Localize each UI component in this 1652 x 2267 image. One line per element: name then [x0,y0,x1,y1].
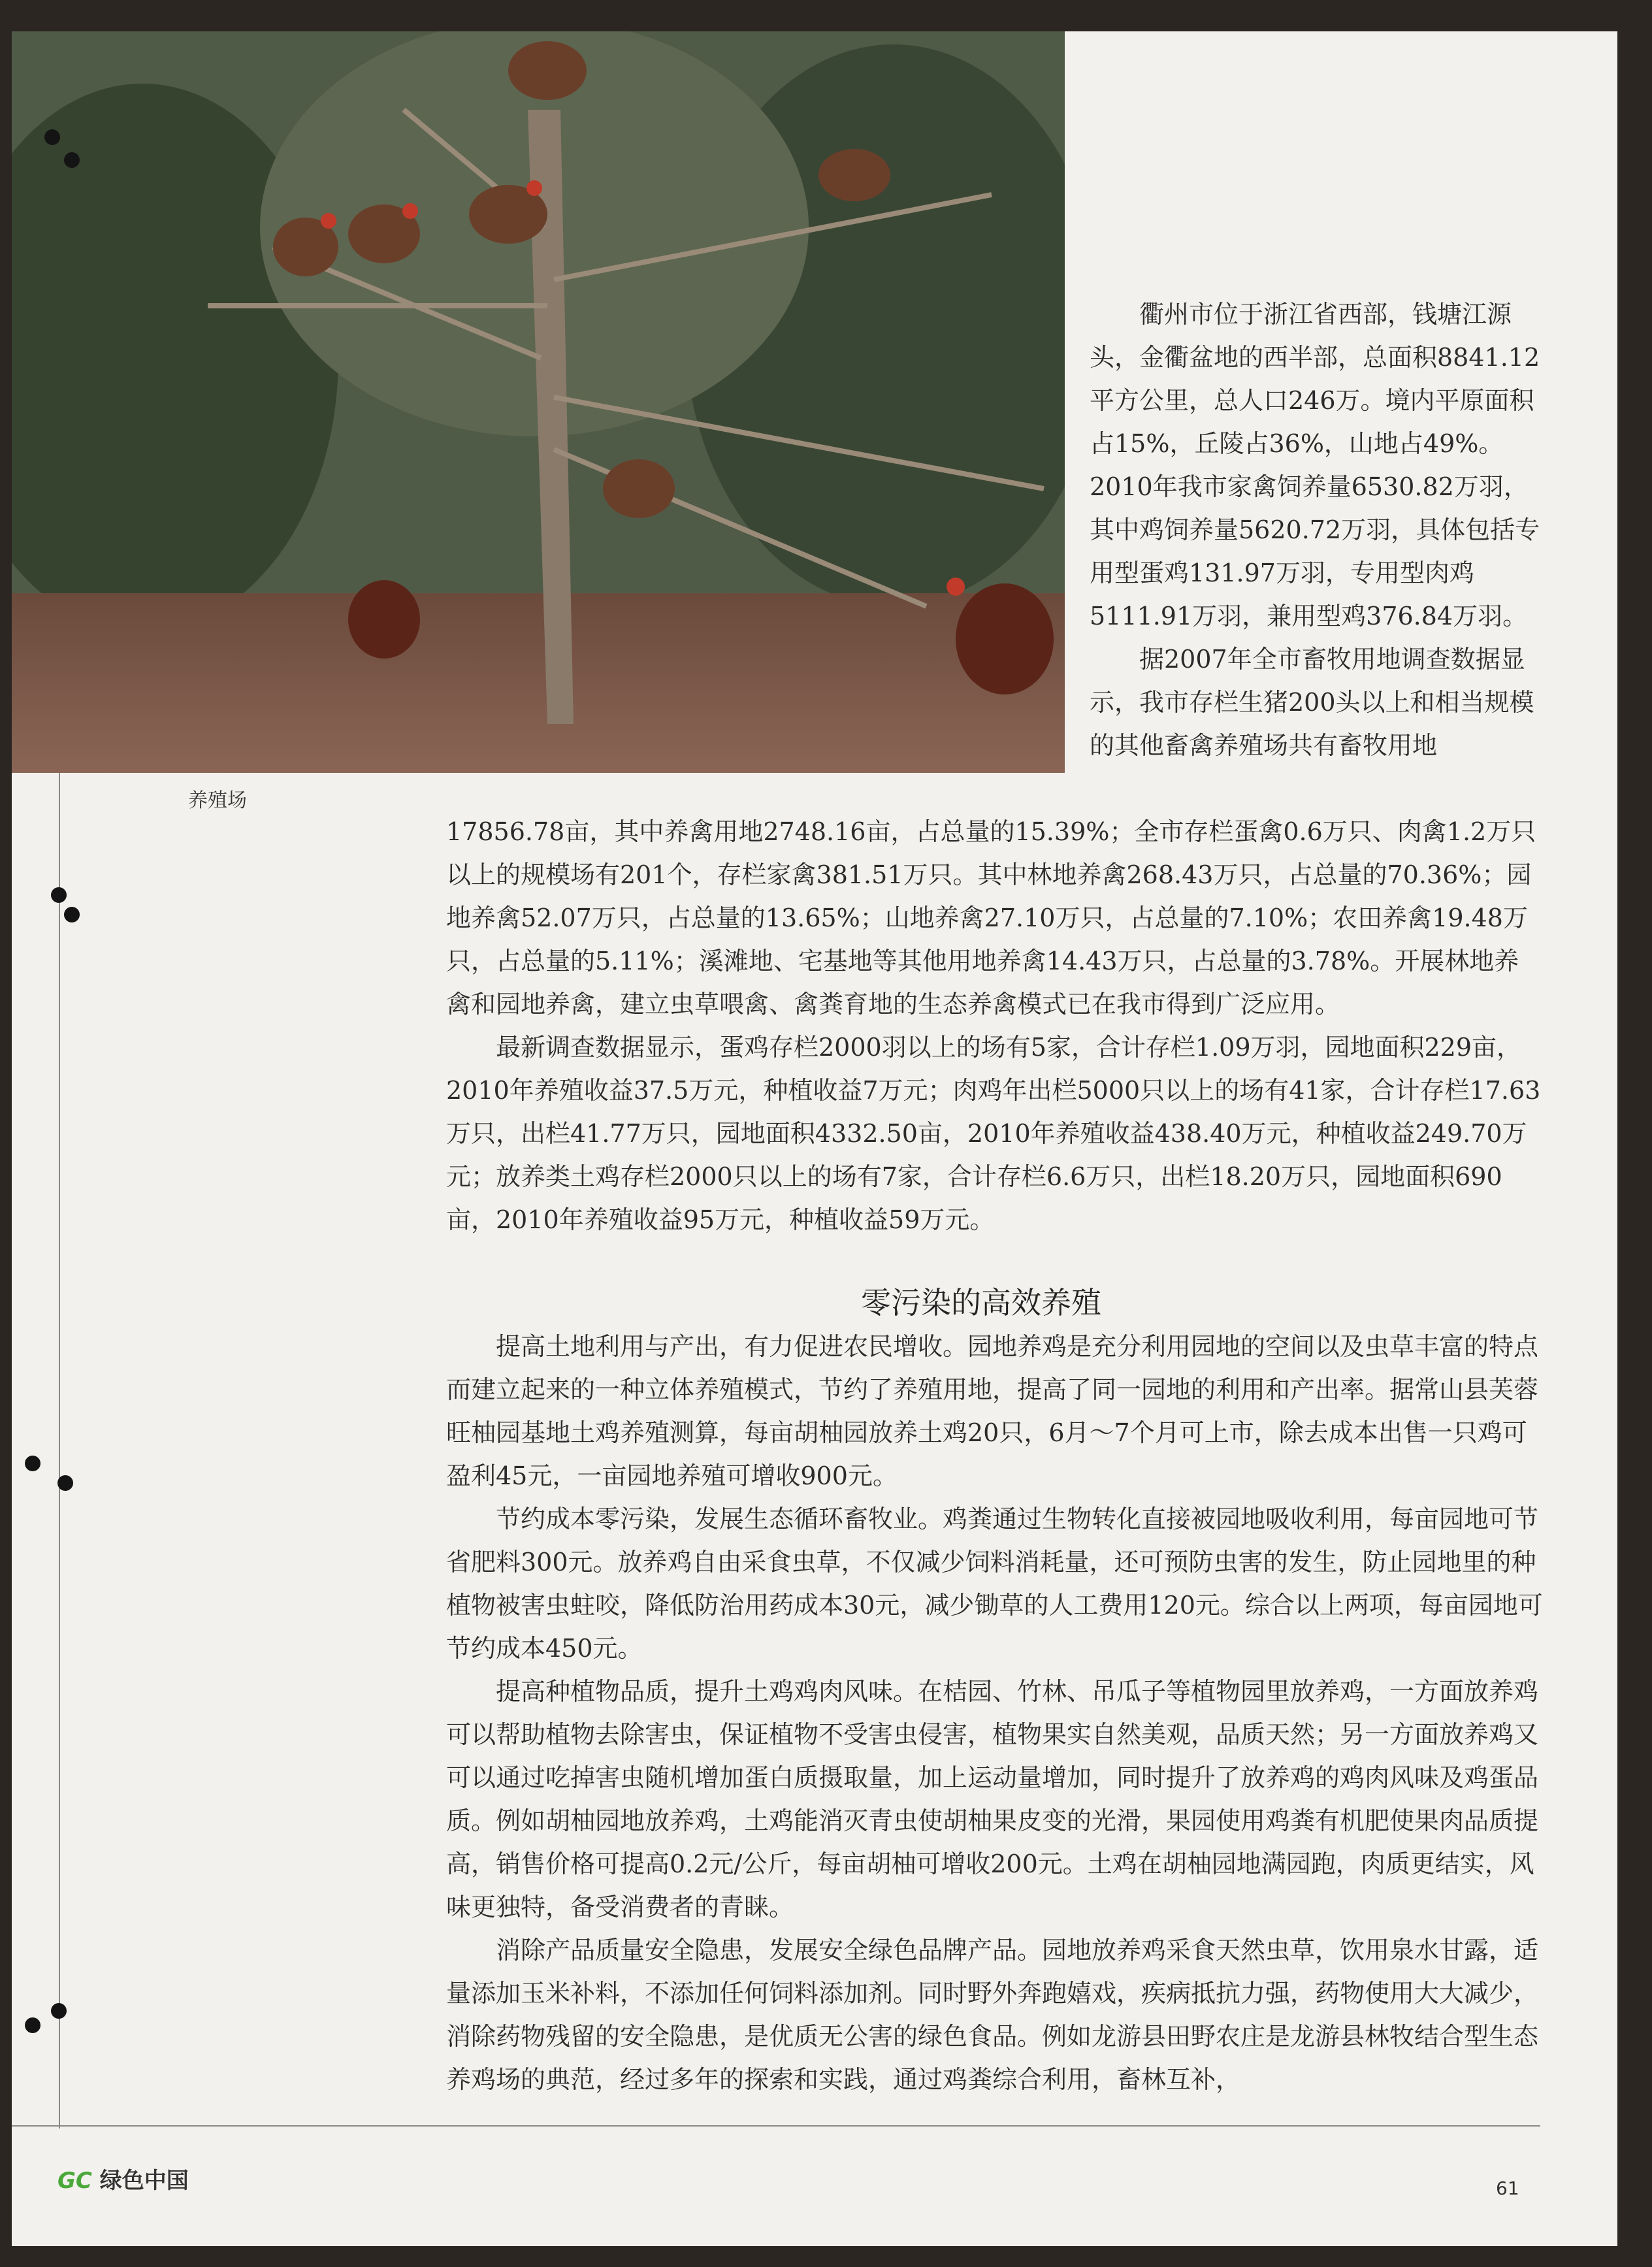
magazine-name: 绿色中国 [99,2168,189,2194]
binder-hole [64,152,80,168]
binder-hole [57,1475,73,1491]
intro-paragraph: 据2007年全市畜牧用地调查数据显示，我市存栏生猪200头以上和相当规模的其他畜禽养殖场共有畜牧用地 [1090,645,1534,760]
section-heading: 零污染的高效养殖 [861,1285,1101,1320]
body-paragraph: 节约成本零污染，发展生态循环畜牧业。鸡粪通过生物转化直接被园地吸收利用，每亩园地可节省肥料300元。放养鸡自由采食虫草，不仅减少饲料消耗量，还可预防虫害的发生，防止园地里的种植物被害虫蛀咬，降低防治用药成本30元，减少锄草的人工费用120元。综合以上两项，每亩园地可节约成本450元。 [446,1505,1543,1663]
body-paragraph: 最新调查数据显示，蛋鸡存栏2000羽以上的场有5家，合计存栏1.09万羽，园地面积229亩，2010年养殖收益37.5万元，种植收益7万元；肉鸡年出栏5000只以上的场有41家，合计存栏17.63万只，出栏41.77万只，园地面积4332.50亩，2010年养殖收益438.40万元，种植收益249.70万元；放养类土鸡存栏2000只以上的场有7家，合计存栏6.6万只，出栏18.20万只，园地面积690亩，2010年养殖收益95万元，种植收益59万元。 [446,1033,1541,1234]
trees-and-chickens-illustration [12,31,1065,773]
binder-hole [51,887,67,903]
body-paragraph: 提高种植物品质，提升土鸡鸡肉风味。在桔园、竹林、吊瓜子等植物园里放养鸡，一方面放养鸡可以帮助植物去除害虫，保证植物不受害虫侵害，植物果实自然美观，品质天然；另一方面放养鸡又可以通过吃掉害虫随机增加蛋白质摄取量，加上运动量增加，同时提升了放养鸡的鸡肉风味及鸡蛋品质。例如胡柚园地放养鸡，土鸡能消灭青虫使胡柚果皮变的光滑，果园使用鸡粪有机肥使果肉品质提高，销售价格可提高0.2元/公斤，每亩胡柚可增收200元。土鸡在胡柚园地满园跑，肉质更结实，风味更独特，备受消费者的青睐。 [446,1677,1539,1921]
binder-hole [51,2003,67,2019]
body-paragraph: 提高土地利用与产出，有力促进农民增收。园地养鸡是充分利用园地的空间以及虫草丰富的特点而建立起来的一种立体养殖模式，节约了养殖用地，提高了同一园地的利用和产出率。据常山县芙蓉旺柚园基地土鸡养殖测算，每亩胡柚园放养土鸡20只，6月～7个月可上市，除去成本出售一只鸡可盈利45元，一亩园地养殖可增收900元。 [446,1332,1539,1490]
gc-logo-mark: GC [57,2168,92,2194]
margin-rule [59,773,60,2128]
magazine-logo [57,2162,189,2194]
binder-hole [25,1456,40,1471]
footer-rule [12,2125,1540,2127]
intro-paragraph: 衢州市位于浙江省西部，钱塘江源头，金衢盆地的西半部，总面积8841.12平方公里，总人口246万。境内平原面积占15%，丘陵占36%，山地占49%。2010年我市家禽饲养量6530.82万羽，其中鸡饲养量5620.72万羽，具体包括专用型蛋鸡131.97万羽，专用型肉鸡5111.91万羽，兼用型鸡376.84万羽。 [1090,300,1540,630]
intro-column [1090,293,1547,767]
photo-caption: 养殖场 [188,789,247,812]
binder-hole [44,129,60,145]
binder-hole [64,907,80,922]
body-paragraph: 17856.78亩，其中养禽用地2748.16亩，占总量的15.39%；全市存栏蛋禽0.6万只、肉禽1.2万只以上的规模场有201个，存栏家禽381.51万只。其中林地养禽268.43万只，占总量的70.36%；园地养禽52.07万只，占总量的13.65%；山地养禽27.10万只，占总量的7.10%；农田养禽19.48万只，占总量的5.11%；溪滩地、宅基地等其他用地养禽14.43万只，占总量的3.78%。开展林地养禽和园地养禽，建立虫草喂禽、禽粪育地的生态养禽模式已在我市得到广泛应用。 [446,817,1536,1019]
chicken-farm-photo [12,31,1065,773]
section-column [446,1325,1544,2101]
magazine-page [12,31,1617,2246]
body-paragraph: 消除产品质量安全隐患，发展安全绿色品牌产品。园地放养鸡采食天然虫草，饮用泉水甘露，适量添加玉米补料，不添加任何饲料添加剂。同时野外奔跑嬉戏，疾病抵抗力强，药物使用大大减少，消除药物残留的安全隐患，是优质无公害的绿色食品。例如龙游县田野农庄是龙游县林牧结合型生态养鸡场的典范，经过多年的探索和实践，通过鸡粪综合利用，畜林互补， [446,1936,1539,2094]
binder-hole [25,2017,40,2033]
page-number: 61 [1496,2177,1519,2199]
wide-column [446,810,1544,1241]
